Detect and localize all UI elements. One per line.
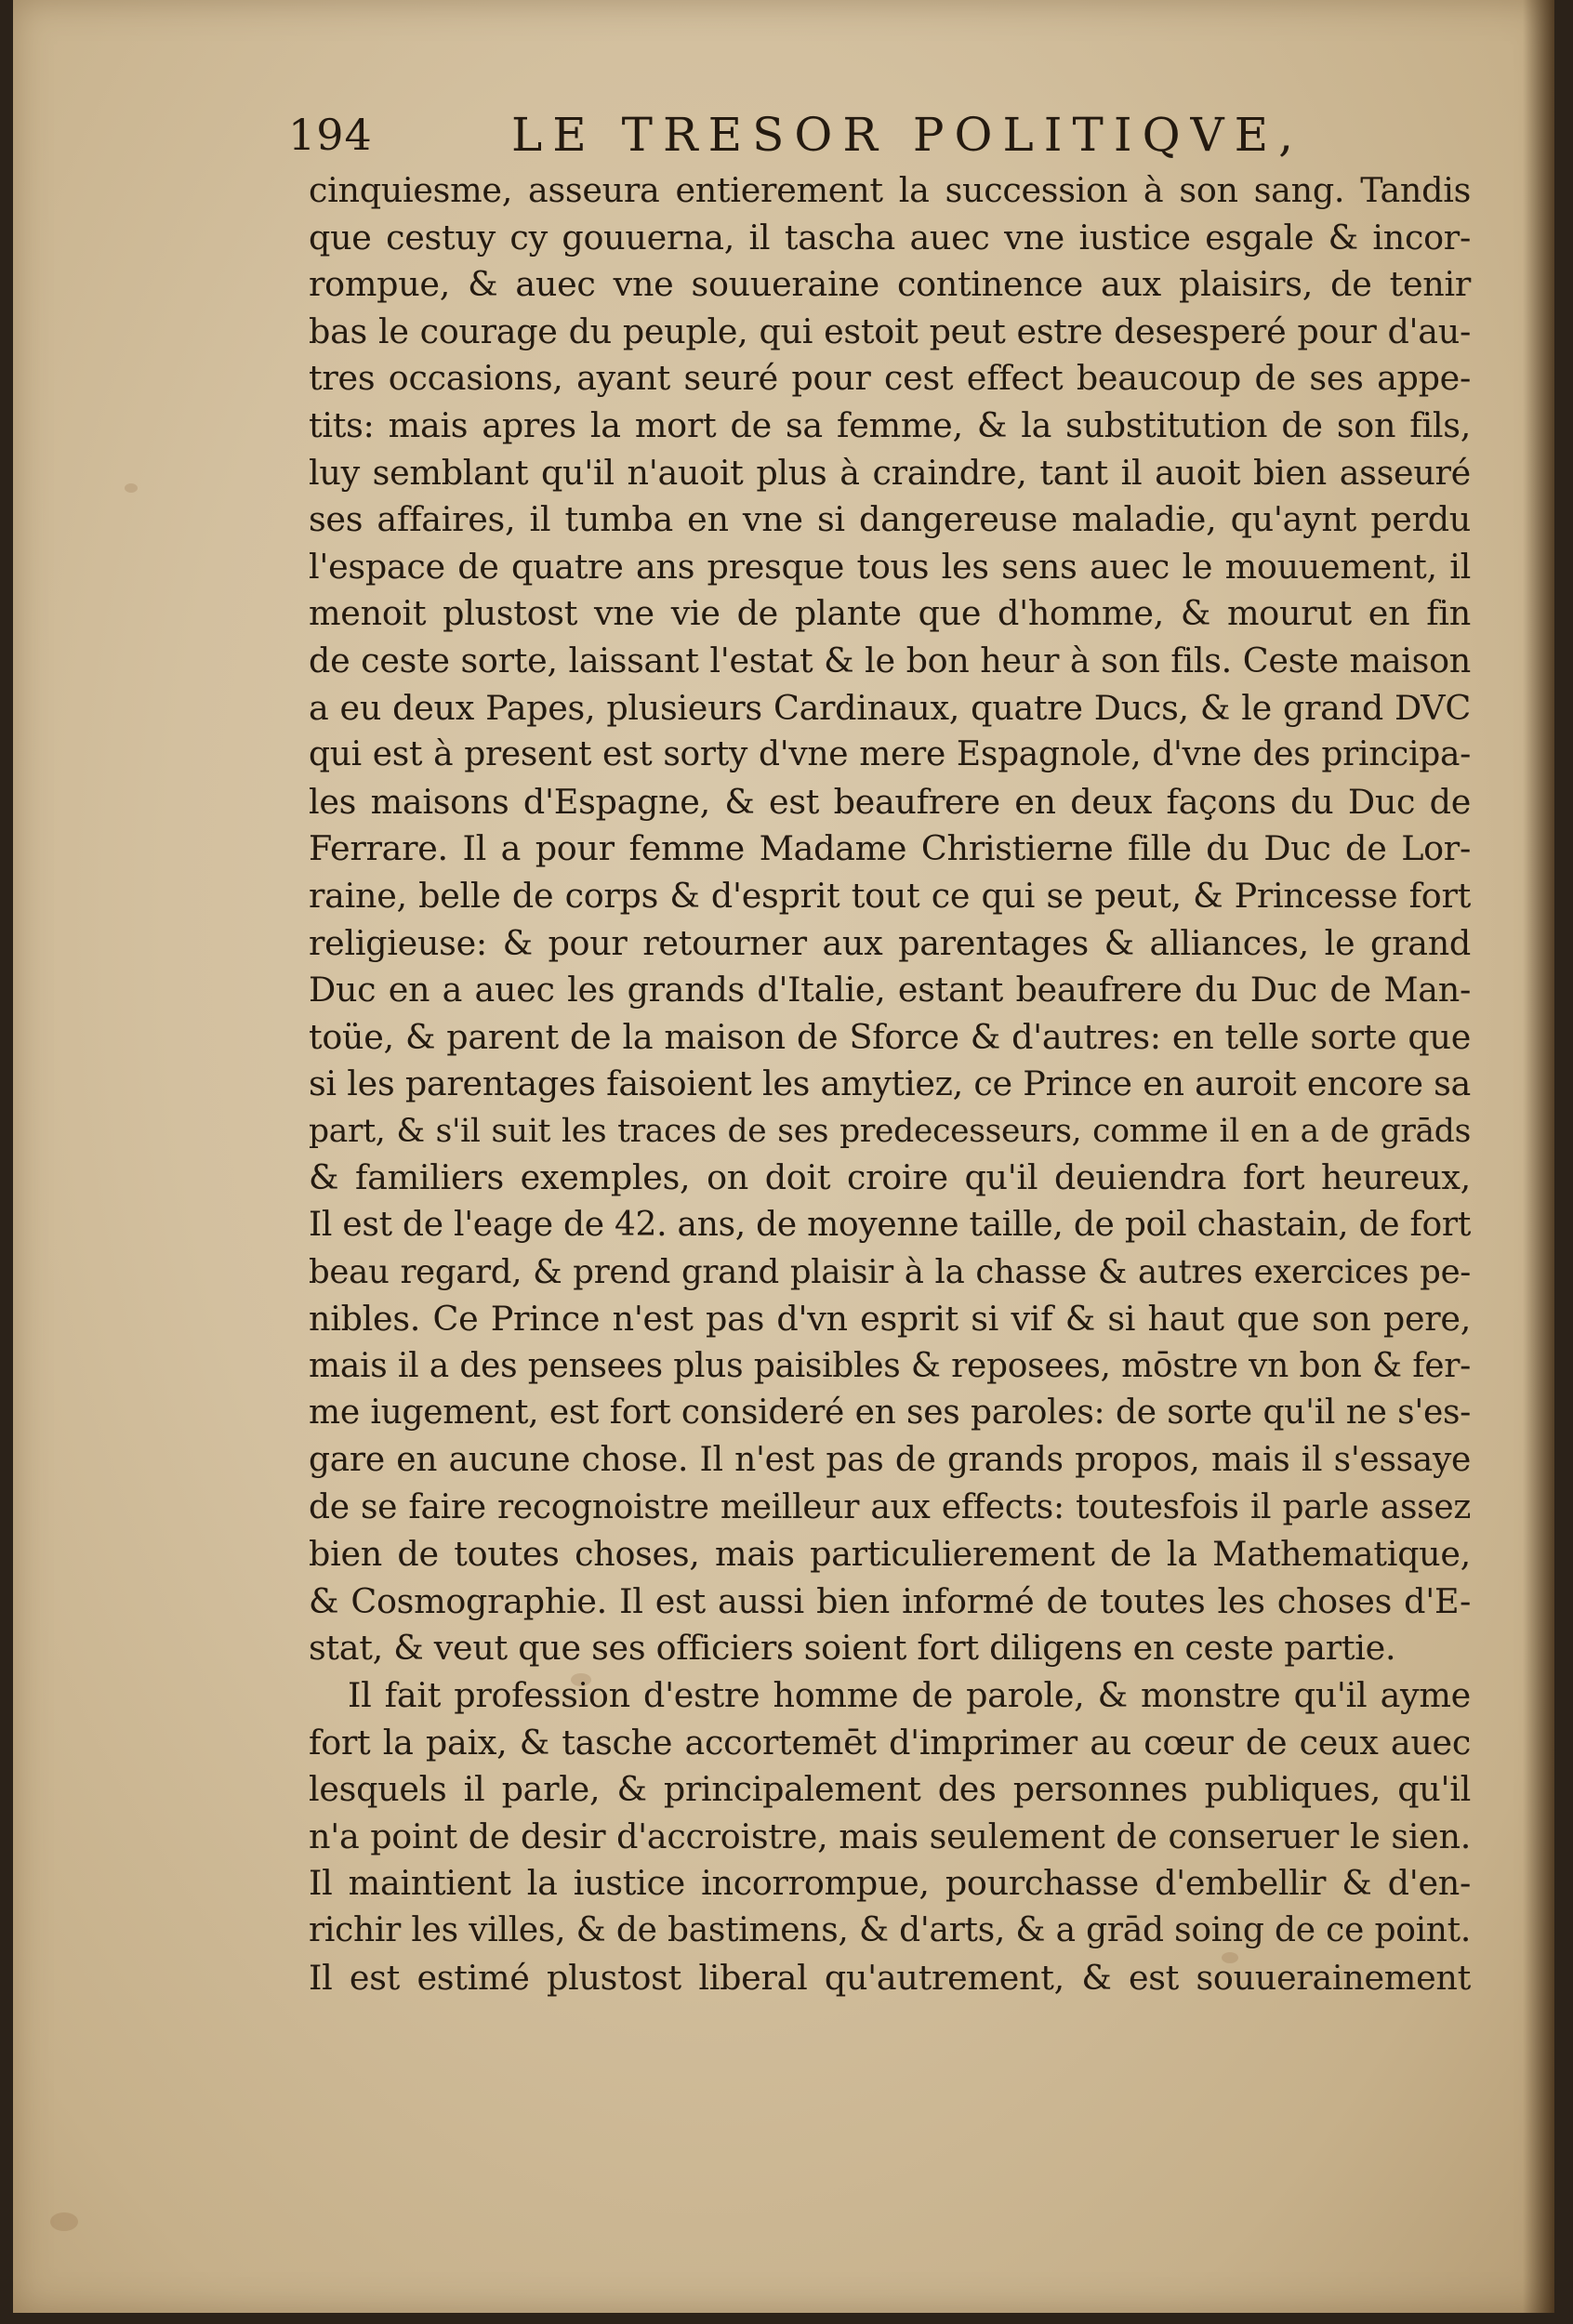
paper-stain bbox=[50, 2212, 78, 2231]
text-line: tits: mais apres la mort de sa femme, & la substitution de son fils, bbox=[309, 404, 1471, 445]
text-line: & Cosmographie. Il est aussi bien informé de toutes les choses d'E- bbox=[309, 1580, 1471, 1621]
text-line: & familiers exemples, on doit croire qu'il deuiendra fort heureux, bbox=[309, 1157, 1471, 1198]
running-title: LE TRESOR POLITIQVE, bbox=[511, 108, 1304, 162]
text-line: de ceste sorte, laissant l'estat & le bon heur à son fils. Ceste maison bbox=[309, 640, 1471, 680]
text-line: a eu deux Papes, plusieurs Cardinaux, quatre Ducs, & le grand DVC bbox=[309, 687, 1471, 728]
text-line: luy semblant qu'il n'auoit plus à craindre, tant il auoit bien asseuré bbox=[309, 452, 1471, 493]
text-line: que cestuy cy gouuerna, il tascha auec vne iustice esgale & incor- bbox=[309, 217, 1471, 257]
text-line: bien de toutes choses, mais particulierement de la Mathematique, bbox=[309, 1534, 1471, 1575]
text-line: stat, & veut que ses officiers soient fort diligens en ceste partie. bbox=[309, 1628, 1396, 1669]
text-line: les maisons d'Espagne, & est beaufrere en deux façons du Duc de bbox=[309, 781, 1471, 822]
text-line: Il est de l'eage de 42. ans, de moyenne taille, de poil chastain, de fort bbox=[309, 1206, 1471, 1245]
text-line: ses affaires, il tumba en vne si dangereuse maladie, qu'aynt perdu bbox=[309, 499, 1471, 540]
text-line-paragraph-start: Il fait profession d'estre homme de parole, & monstre qu'il ayme bbox=[348, 1675, 1471, 1715]
text-line: l'espace de quatre ans presque tous les sens auec le mouuement, il bbox=[309, 546, 1471, 587]
text-line: toüe, & parent de la maison de Sforce & d'autres: en telle sorte que bbox=[309, 1016, 1471, 1057]
text-line: Il maintient la iustice incorrompue, pourchasse d'embellir & d'en- bbox=[309, 1863, 1471, 1904]
text-line: qui est à present est sorty d'vne mere Espagnole, d'vne des principa- bbox=[309, 735, 1471, 774]
text-line: cinquiesme, asseura entierement la succession à son sang. Tandis bbox=[309, 170, 1471, 210]
text-line: raine, belle de corps & d'esprit tout ce qui se peut, & Princesse fort bbox=[309, 875, 1471, 916]
binding-gutter-shadow bbox=[1523, 0, 1554, 2313]
text-line: de se faire recognoistre meilleur aux effects: toutesfois il parle assez bbox=[309, 1487, 1471, 1526]
text-line: menoit plustost vne vie de plante que d'homme, & mourut en fin bbox=[309, 593, 1471, 634]
text-line: beau regard, & prend grand plaisir à la chasse & autres exercices pe- bbox=[309, 1252, 1471, 1291]
text-line: religieuse: & pour retourner aux parentages & alliances, le grand bbox=[309, 922, 1471, 963]
text-line: gare en aucune chose. Il n'est pas de grands propos, mais il s'essaye bbox=[309, 1441, 1471, 1480]
text-line: part, & s'il suit les traces de ses predecesseurs, comme il en a de grāds bbox=[309, 1112, 1471, 1150]
text-line: nibles. Ce Prince n'est pas d'vn esprit si vif & si haut que son pere, bbox=[309, 1299, 1471, 1340]
page-header bbox=[288, 104, 1460, 169]
text-line: Ferrare. Il a pour femme Madame Christierne fille du Duc de Lor- bbox=[309, 828, 1471, 869]
text-line: n'a point de desir d'accroistre, mais seulement de conseruer le sien. bbox=[309, 1816, 1471, 1856]
text-line: mais il a des pensees plus paisibles & reposees, mōstre vn bon & fer- bbox=[309, 1346, 1471, 1385]
body-text bbox=[309, 167, 1471, 2001]
text-line: lesquels il parle, & principalement des personnes publiques, qu'il bbox=[309, 1769, 1471, 1810]
text-line: Il est estimé plustost liberal qu'autrement, & est souuerainement bbox=[309, 1957, 1471, 1998]
text-line: Duc en a auec les grands d'Italie, estant beaufrere du Duc de Man- bbox=[309, 970, 1471, 1010]
text-line: rompue, & auec vne souueraine continence aux plaisirs, de tenir bbox=[309, 264, 1471, 305]
text-line: tres occasions, ayant seuré pour cest effect beaucoup de ses appe- bbox=[309, 358, 1471, 399]
page-number: 194 bbox=[288, 110, 373, 160]
text-line: bas le courage du peuple, qui estoit peut estre desesperé pour d'au- bbox=[309, 310, 1471, 351]
book-page bbox=[13, 0, 1554, 2313]
text-line: richir les villes, & de bastimens, & d'arts, & a grād soing de ce point. bbox=[309, 1910, 1471, 1949]
text-line: fort la paix, & tasche accortemēt d'imprimer au cœur de ceux auec bbox=[309, 1722, 1471, 1763]
paper-stain bbox=[125, 483, 138, 493]
text-line: me iugement, est fort consideré en ses paroles: de sorte qu'il ne s'es- bbox=[309, 1393, 1471, 1433]
text-line: si les parentages faisoient les amytiez, ce Prince en auroit encore sa bbox=[309, 1063, 1471, 1104]
